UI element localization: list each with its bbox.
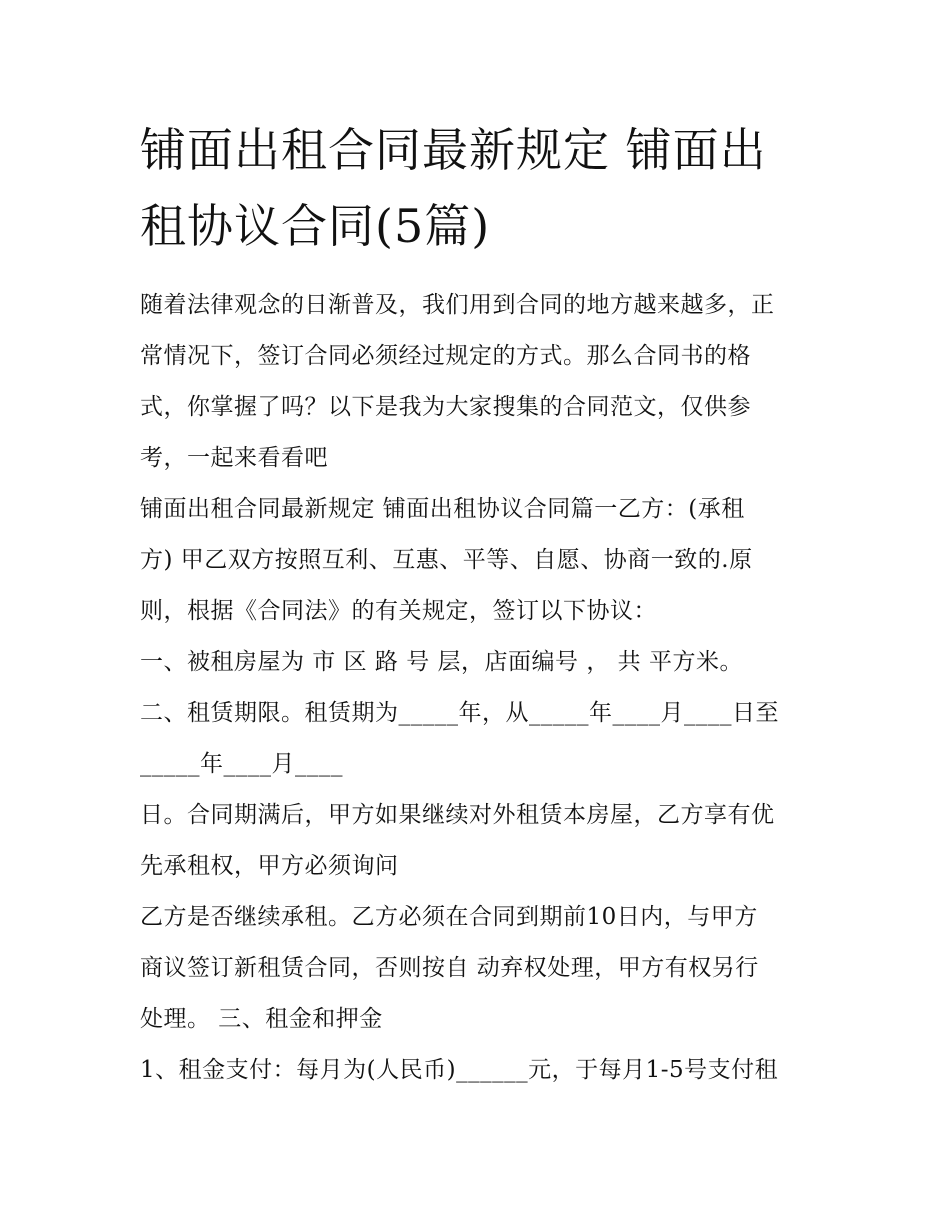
body-line: _____年____月____	[140, 751, 343, 777]
body-line: 处理。 三、租金和押金	[140, 1006, 383, 1032]
body-line: 式，你掌握了吗？以下是我为大家搜集的合同范文，仅供参	[140, 394, 751, 420]
body-line: 方) 甲乙双方按照互利、互惠、平等、自愿、协商一致的.原	[140, 547, 753, 573]
body-line: 则，根据《合同法》的有关规定，签订以下协议：	[140, 598, 657, 624]
body-line: 一、被租房屋为 市 区 路 号 层，店面编号 ， 共 平方米。	[140, 649, 743, 675]
body-line: 1、租金支付：每月为(人民币)______元，于每月1-5号支付租	[140, 1057, 779, 1083]
body-line: 乙方是否继续承租。乙方必须在合同到期前10日内，与甲方	[140, 904, 758, 930]
document-title	[140, 112, 820, 264]
body-line: 考，一起来看看吧	[140, 445, 328, 471]
body-line: 日。合同期满后，甲方如果继续对外租赁本房屋，乙方享有优	[140, 802, 775, 828]
document-body	[140, 280, 820, 1096]
body-line: 二、租赁期限。租赁期为_____年，从_____年____月____日至	[140, 700, 779, 726]
body-line: 常情况下，签订合同必须经过规定的方式。那么合同书的格	[140, 343, 751, 369]
body-line: 随着法律观念的日渐普及，我们用到合同的地方越来越多，正	[140, 292, 775, 318]
body-line: 先承租权，甲方必须询问	[140, 853, 399, 879]
body-line: 商议签订新租赁合同，否则按自 动弃权处理，甲方有权另行	[140, 955, 759, 981]
body-line: 铺面出租合同最新规定 铺面出租协议合同篇一乙方：(承租	[140, 496, 745, 522]
title-line-2: 租协议合同(5篇)	[140, 199, 491, 253]
title-line-1: 铺面出租合同最新规定 铺面出	[140, 123, 767, 177]
